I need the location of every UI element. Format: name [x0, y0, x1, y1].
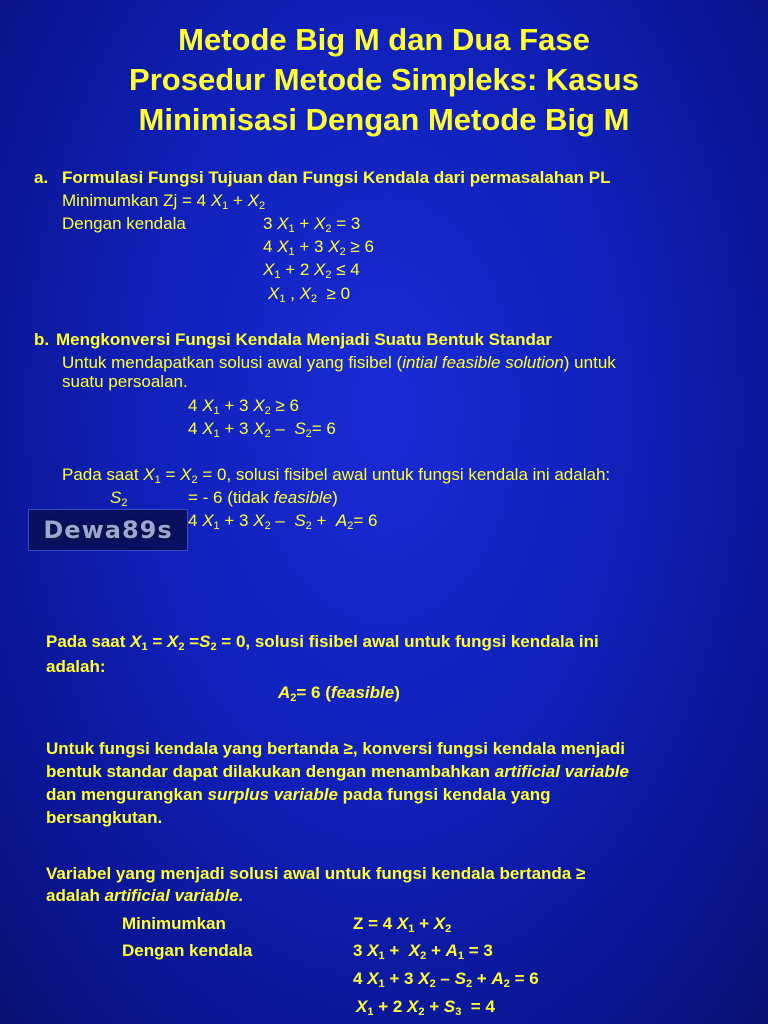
equation-artificial: 4 $X_1 + 3$ $X_2 - S_2 + A_2= 6$	[188, 511, 378, 532]
s2-constraint-1: 3 $X_1 + X_2 + A_1 = 3$	[353, 941, 493, 962]
pada-saat-label: Pada saat	[62, 465, 139, 484]
a2-value-text: = 6 (	[296, 683, 331, 702]
section-b-heading: Mengkonversi Fungsi Kendala Menjadi Suatu Bentuk Standar	[56, 330, 552, 349]
minimize-label: Minimumkan Zj = 4	[62, 191, 207, 210]
logo-text: Dewa89s	[43, 516, 173, 544]
artificial-variable-term-2: artificial variable.	[104, 886, 244, 905]
s2-value-text: = - 6 (tidak	[188, 488, 269, 507]
para1-line-1: Untuk fungsi kendala yang bertanda ≥, konversi fungsi kendala menjadi	[46, 739, 625, 758]
para1-line-2-text: bentuk standar dapat dilakukan dengan menambahkan	[46, 762, 490, 781]
slide-title	[0, 20, 768, 140]
s2-adalah: adalah:	[46, 657, 106, 676]
pada-saat-line: Pada saat $X_1 = X_2 = 0$, solusi fisibel awal untuk fungsi kendala ini adalah:	[62, 465, 611, 486]
section-a-marker: a.	[34, 168, 49, 187]
title-line-2: Prosedur Metode Simpleks: Kasus	[129, 62, 639, 97]
surplus-variable-term: surplus variable	[207, 785, 338, 804]
equation-surplus: 4 $X_1 + 3$ $X_2 - S_2= 6$	[188, 419, 336, 440]
section-b-marker: b.	[34, 330, 50, 349]
b-text-italic: intial feasible solution	[402, 353, 564, 372]
artificial-variable-term: artificial variable	[494, 762, 629, 781]
watermark-logo	[28, 509, 188, 551]
slide-2	[0, 575, 768, 1024]
a2-feasible: feasible	[330, 683, 395, 702]
s2-symbol: $S_2$	[110, 488, 128, 509]
para1-line-2	[46, 760, 629, 783]
para1-line-4: bersangkutan.	[46, 808, 163, 827]
constraint-3: $X_1 + 2$ $X_2 \le 4$	[263, 260, 360, 281]
para2-line-2	[46, 884, 244, 907]
pada-saat-rest: = 0, solusi fisibel awal untuk fungsi kendala ini adalah:	[202, 465, 611, 484]
b-text-part-1: Untuk mendapatkan solusi awal yang fisibel (	[62, 353, 403, 372]
b-text-part-2: ) untuk	[563, 353, 616, 372]
feasible-word: feasible	[273, 488, 333, 507]
s2-minimize-label: Minimumkan	[122, 914, 226, 933]
title-line-3: Minimisasi Dengan Metode Big M	[138, 102, 630, 137]
para1-line-3b: pada fungsi kendala yang	[342, 785, 551, 804]
constraint-2: 4 $X_1 + 3$ $X_2 \ge 6$	[263, 237, 374, 258]
s2-constraint-2: 4 $X_1 + 3$ $X_2 - S_2 + A_2 = 6$	[353, 969, 539, 990]
para1-line-3	[46, 783, 551, 806]
s2-pada-saat: Pada saat $X_1 = X_2 =S_2 = 0$, solusi fisibel awal untuk fungsi kendala ini	[46, 632, 599, 653]
s2-value: = - 6 (tidak feasible)	[188, 488, 338, 507]
a2-value: $A_2= 6$ (feasible)	[278, 683, 400, 704]
s2-pada-saat-rest: = 0, solusi fisibel awal untuk fungsi kendala ini	[221, 632, 599, 651]
constraint-1: 3 $X_1 + X_2 = 3$	[263, 214, 361, 235]
constraint-label: Dengan kendala	[62, 214, 186, 233]
title-line-1: Metode Big M dan Dua Fase	[178, 22, 590, 57]
section-a-heading: Formulasi Fungsi Tujuan dan Fungsi Kendala dari permasalahan PL	[62, 168, 611, 187]
b-text-line-2: suatu persoalan.	[62, 372, 188, 391]
para2-line-1: Variabel yang menjadi solusi awal untuk fungsi kendala bertanda ≥	[46, 864, 586, 883]
s2-pada-saat-label: Pada saat	[46, 632, 126, 651]
equation-ineq: 4 $X_1 + 3$ $X_2 \ge 6$	[188, 396, 299, 417]
s2-constraint-3: $X_1 + 2$ $X_2 + S_3 = 4$	[356, 997, 495, 1018]
s2-constraint-label: Dengan kendala	[122, 941, 253, 960]
s2-objective: Z = 4 $X_1 + X_2$	[353, 914, 452, 935]
para2-line-2a: adalah	[46, 886, 100, 905]
para1-line-3a: dan mengurangkan	[46, 785, 203, 804]
objective-function: Minimumkan Zj = 4 $X_1 + X_2$	[62, 191, 266, 212]
constraint-nonneg: $X_1$ , $X_2 \ge 0$	[268, 284, 351, 305]
